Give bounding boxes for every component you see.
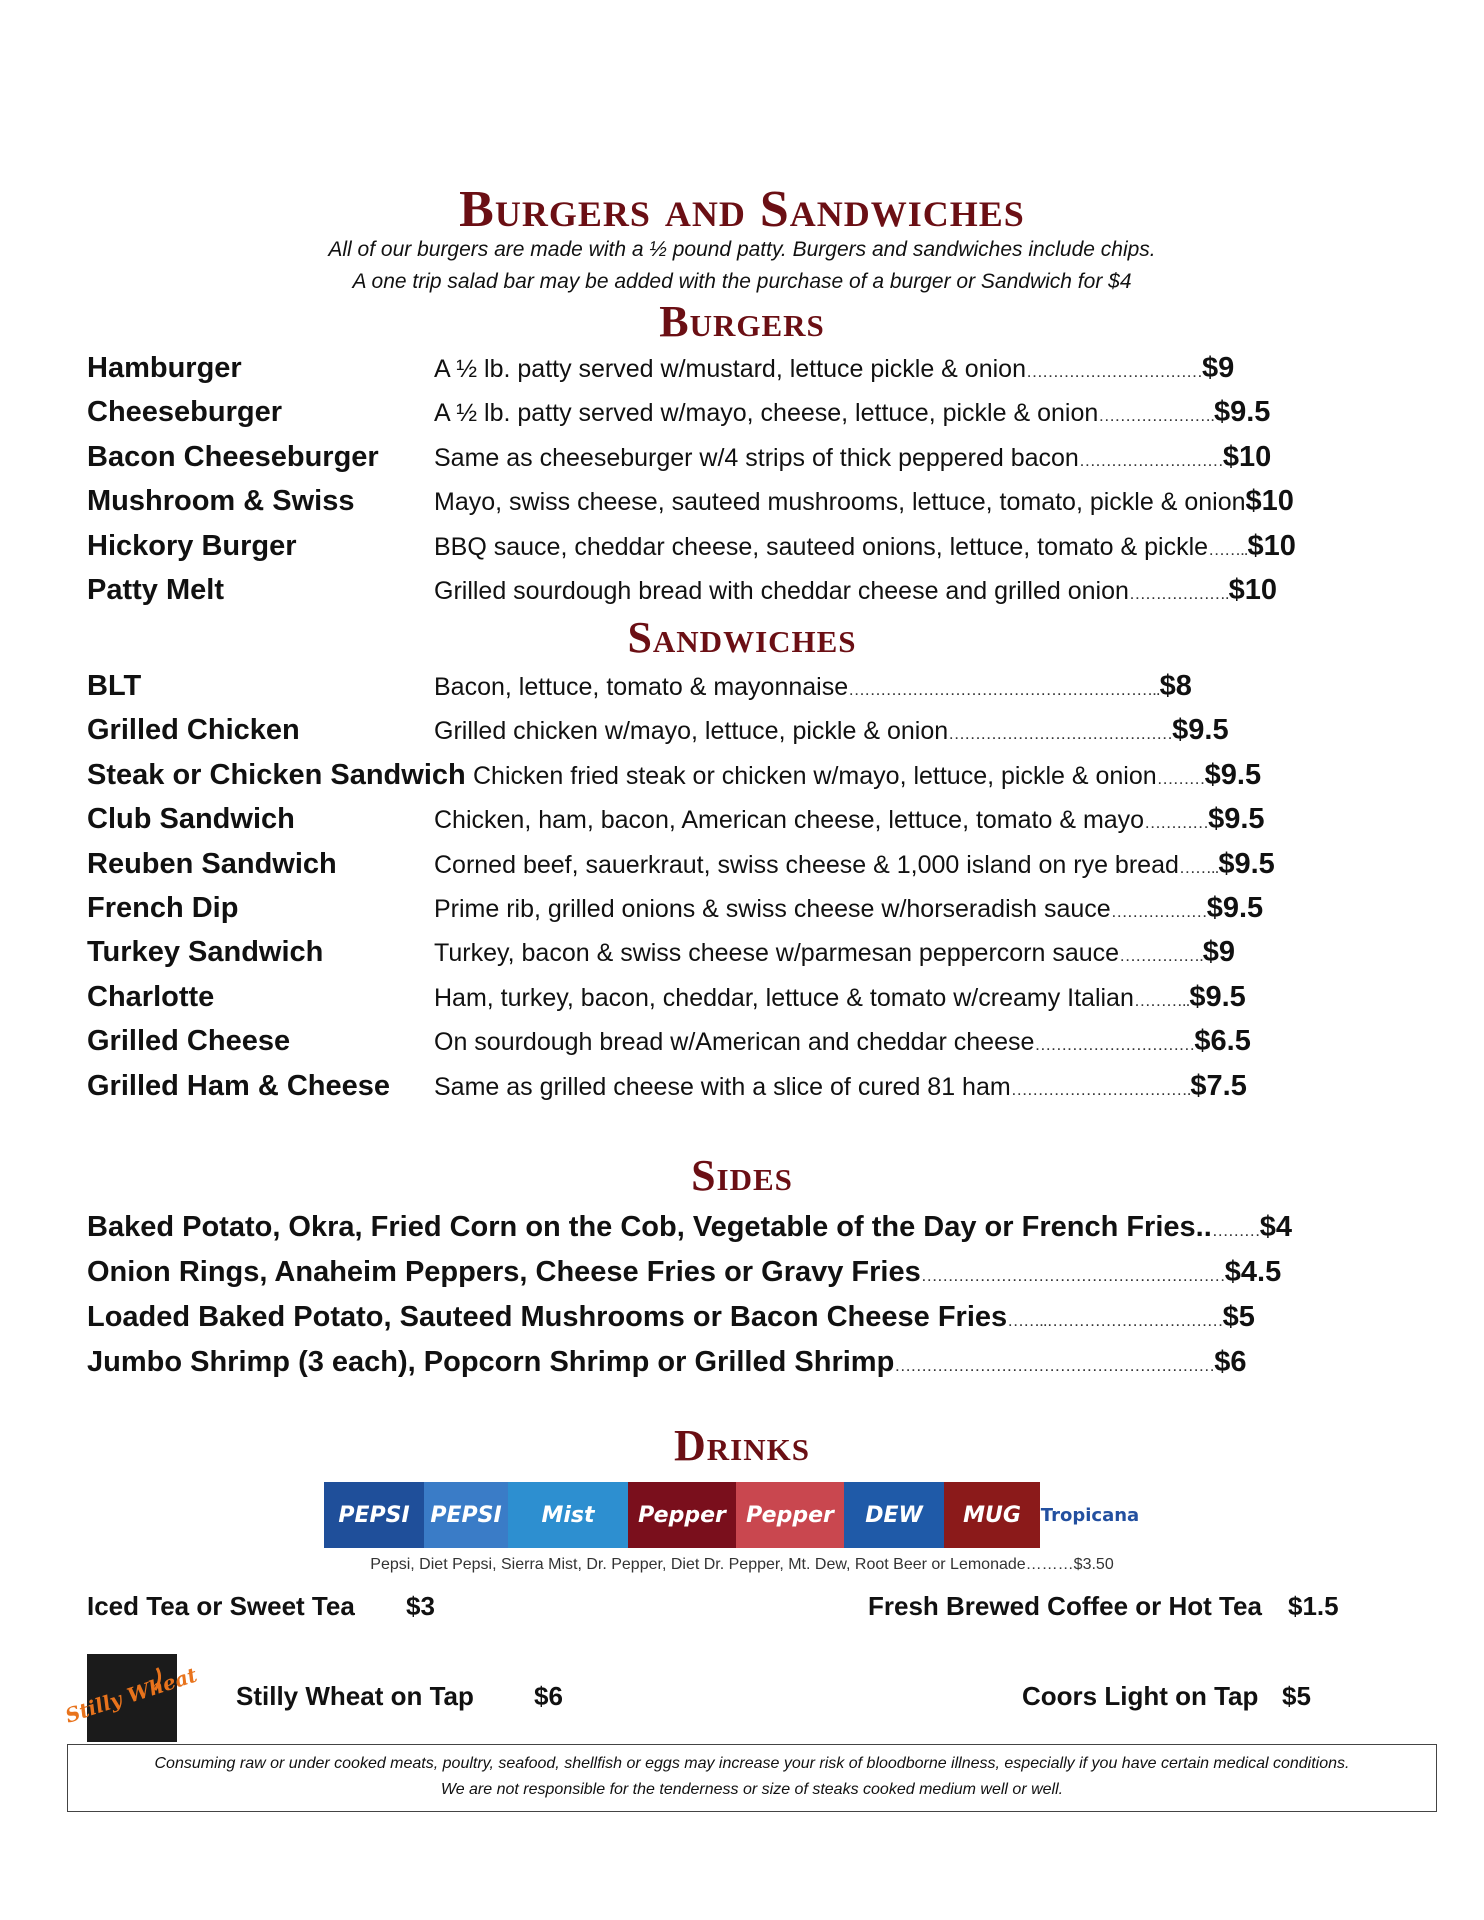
item-name: Steak or Chicken Sandwich [87,758,466,791]
item-name: Reuben Sandwich [87,847,337,880]
item-price: $6.5 [1194,1025,1251,1058]
item-name: Turkey Sandwich [87,936,324,969]
menu-item-row [87,753,1387,797]
item-description-line [434,708,1229,752]
item-description: Grilled chicken w/mayo, lettuce, pickle & onion [434,717,949,746]
dot-leader: ……………………………. [1010,1079,1191,1099]
item-description: Grilled sourdough bread with cheddar cheese and grilled onion [434,577,1129,605]
item-price: $7.5 [1190,1069,1247,1102]
item-description-line [434,390,1270,434]
item-name: Hamburger [87,352,242,384]
stilly-wheat-item: Stilly Wheat on Tap [236,1681,474,1711]
item-description: On sourdough bread w/American and cheddar cheese [434,1028,1035,1057]
item-description: Ham, turkey, bacon, cheddar, lettuce & tomato w/creamy Italian [434,983,1134,1012]
item-name: Mushroom & Swiss [87,485,355,518]
item-price: $8 [1159,670,1192,702]
item-description: Chicken, ham, bacon, American cheese, lettuce, tomato & mayo [434,806,1145,835]
dot-leader: …………………………… [1025,362,1202,381]
intro-line-2: A one trip salad bar may be added with the purchase of a burger or Sandwich for $4 [352,270,1132,293]
side-item-text: Jumbo Shrimp (3 each), Popcorn Shrimp or Grilled Shrimp [87,1346,895,1378]
soda-note: Pepsi, Diet Pepsi, Sierra Mist, Dr. Pepper, Diet Dr. Pepper, Mt. Dew, Root Beer or Lemonade………$3.50 [370,1556,1114,1573]
dot-leader: …………………………………… [948,724,1173,744]
disclaimer-line-1: Consuming raw or under cooked meats, poultry, seafood, shellfish or eggs may increase your risk of bloodborne illness, especially if you have certain medical conditions. [154,1755,1350,1772]
item-description-line [434,1064,1247,1108]
item-description: A ½ lb. patty served w/mayo, cheese, lettuce, pickle & onion [434,399,1099,428]
soda-logo-strip [324,1482,1154,1548]
intro-line-1: All of our burgers are made with a ½ pound patty. Burgers and sandwiches include chips. [328,238,1156,261]
item-price: $9.5 [1206,892,1264,924]
soda-logo: PEPSI [424,1482,508,1548]
dot-leader: ……………. [1119,946,1203,966]
side-item-row [87,1294,1255,1340]
item-description-line [434,975,1246,1019]
item-name: Grilled Ham & Cheese [87,1069,390,1102]
item-price: $9.5 [1218,847,1275,880]
item-name: Grilled Cheese [87,1025,291,1058]
page-title: Burgers and Sandwiches [459,181,1025,238]
menu-item-row [87,479,1387,523]
dot-leader: ……………………… [1078,450,1223,470]
stilly-wheat-logo-text: Stilly Wheat [62,1662,200,1728]
drinks-heading: Drinks [674,1421,810,1470]
item-price: $10 [1247,529,1296,562]
menu-item-row [87,975,1387,1019]
item-price: $10 [1228,574,1278,606]
menu-item-row [87,664,1387,708]
item-description-line [434,842,1275,886]
item-description-line [434,346,1234,390]
dot-leader: ………………. [1128,584,1229,603]
menu-item-row [87,886,1387,930]
item-description-line [434,797,1265,841]
stilly-wheat-logo-icon [62,1654,200,1742]
menu-item-row [87,1019,1387,1063]
dot-leader: ………… [1144,813,1209,833]
item-description: Same as cheeseburger w/4 strips of thick peppered bacon [434,443,1079,472]
item-description: Turkey, bacon & swiss cheese w/parmesan peppercorn sauce [434,939,1120,968]
coffee-price: $1.5 [1288,1591,1339,1621]
stilly-wheat-logo [62,1654,200,1742]
menu-item-row [87,524,1387,568]
item-description: Mayo, swiss cheese, sauteed mushrooms, lettuce, tomato, pickle & onion [434,488,1246,517]
menu-item-row [87,797,1387,841]
iced-tea-price: $3 [406,1591,435,1621]
item-description: Bacon, lettuce, tomato & mayonnaise [434,673,849,701]
item-description: Same as grilled cheese with a slice of cured 81 ham [434,1072,1011,1101]
menu-item-row [87,1064,1387,1108]
side-item-price: $4 [1259,1211,1293,1243]
item-description: A ½ lb. patty served w/mustard, lettuce pickle & onion [434,355,1026,383]
side-item-price: $4.5 [1224,1256,1282,1288]
menu-item-row [87,708,1387,752]
soda-logo: MUG [944,1482,1040,1548]
item-description-line [434,479,1294,523]
item-price: $9.5 [1189,980,1246,1013]
coffee-item: Fresh Brewed Coffee or Hot Tea [868,1591,1262,1621]
side-item-text: Loaded Baked Potato, Sauteed Mushrooms or Bacon Cheese Fries [87,1301,1008,1333]
dot-leader: …………………………………………………… [894,1356,1215,1375]
dot-leader: ………………………………………………… [920,1266,1225,1285]
dot-leader: ……….. [1133,990,1190,1010]
item-name: BLT [87,670,142,702]
coors-light-item: Coors Light on Tap [1022,1681,1259,1711]
item-description-line [434,568,1277,612]
item-name: Charlotte [87,980,215,1013]
soda-logo: Pepper [628,1482,736,1548]
soda-logo: Pepper [736,1482,844,1548]
dot-leader: …………………. [1098,406,1214,426]
side-item-row [87,1339,1247,1385]
dot-leader: ……..…………………………… [1007,1311,1223,1330]
item-name: Club Sandwich [87,803,295,836]
side-item-row [87,1249,1281,1295]
dot-leader: …….. [1178,857,1219,877]
item-description-line [434,1019,1251,1063]
sides-heading: Sides [691,1151,793,1200]
menu-item-row [87,842,1387,886]
item-price: $9.5 [1172,714,1229,747]
item-price: $10 [1245,485,1294,518]
soda-logo: DEW [844,1482,944,1548]
item-description-line [434,435,1271,479]
item-description: BBQ sauce, cheddar cheese, sauteed onions, lettuce, tomato & pickle [434,532,1209,561]
dot-leader: ……… [1211,1221,1260,1240]
dot-leader: ………………………… [1034,1035,1195,1055]
dot-leader: ………………………………………………….. [848,680,1160,699]
menu-item-row [87,390,1387,434]
item-name: Hickory Burger [87,529,297,562]
item-name: Cheeseburger [87,396,283,429]
item-description-line [434,664,1192,708]
side-item-price: $6 [1214,1346,1247,1378]
item-price: $10 [1222,440,1272,473]
item-description: Chicken fried steak or chicken w/mayo, lettuce, pickle & onion [473,761,1157,790]
soda-logo: PEPSI [324,1482,424,1548]
dot-leader: ……… [1156,768,1205,788]
item-name: Patty Melt [87,574,224,606]
item-name: French Dip [87,892,239,924]
item-price: $9 [1202,936,1236,969]
item-description-line [473,753,1261,797]
side-item-text: Onion Rings, Anaheim Peppers, Cheese Fries or Gravy Fries [87,1256,921,1288]
item-price: $9.5 [1213,396,1271,429]
item-description-line [434,930,1235,974]
side-item-price: $5 [1222,1301,1255,1333]
item-price: $9 [1201,352,1235,384]
item-price: $9.5 [1208,803,1265,836]
menu-item-row [87,930,1387,974]
burgers-heading: Burgers [659,297,825,346]
iced-tea-item: Iced Tea or Sweet Tea [87,1591,355,1621]
menu-item-row [87,346,1387,390]
side-item-text: Baked Potato, Okra, Fried Corn on the Cob, Vegetable of the Day or French Fries.. [87,1211,1212,1243]
stilly-wheat-price: $6 [534,1681,563,1711]
soda-logo: Tropicana [1040,1482,1140,1548]
item-description: Prime rib, grilled onions & swiss cheese w/horseradish sauce [434,895,1111,923]
item-description-line [434,524,1296,568]
item-name: Grilled Chicken [87,714,300,747]
dot-leader: ……………… [1110,902,1207,921]
side-item-row [87,1204,1292,1250]
item-description: Corned beef, sauerkraut, swiss cheese & 1,000 island on rye bread [434,850,1179,879]
dot-leader: …….. [1208,539,1248,559]
disclaimer-line-2: We are not responsible for the tenderness or size of steaks cooked medium well or well. [440,1781,1064,1798]
sandwiches-heading: Sandwiches [627,613,857,662]
soda-logo: Mist [508,1482,628,1548]
item-name: Bacon Cheeseburger [87,440,379,473]
disclaimer-box [67,1744,1437,1812]
menu-item-row [87,568,1387,612]
item-price: $9.5 [1204,758,1262,791]
item-description-line [434,886,1263,930]
coors-light-price: $5 [1282,1681,1311,1711]
menu-item-row [87,435,1387,479]
